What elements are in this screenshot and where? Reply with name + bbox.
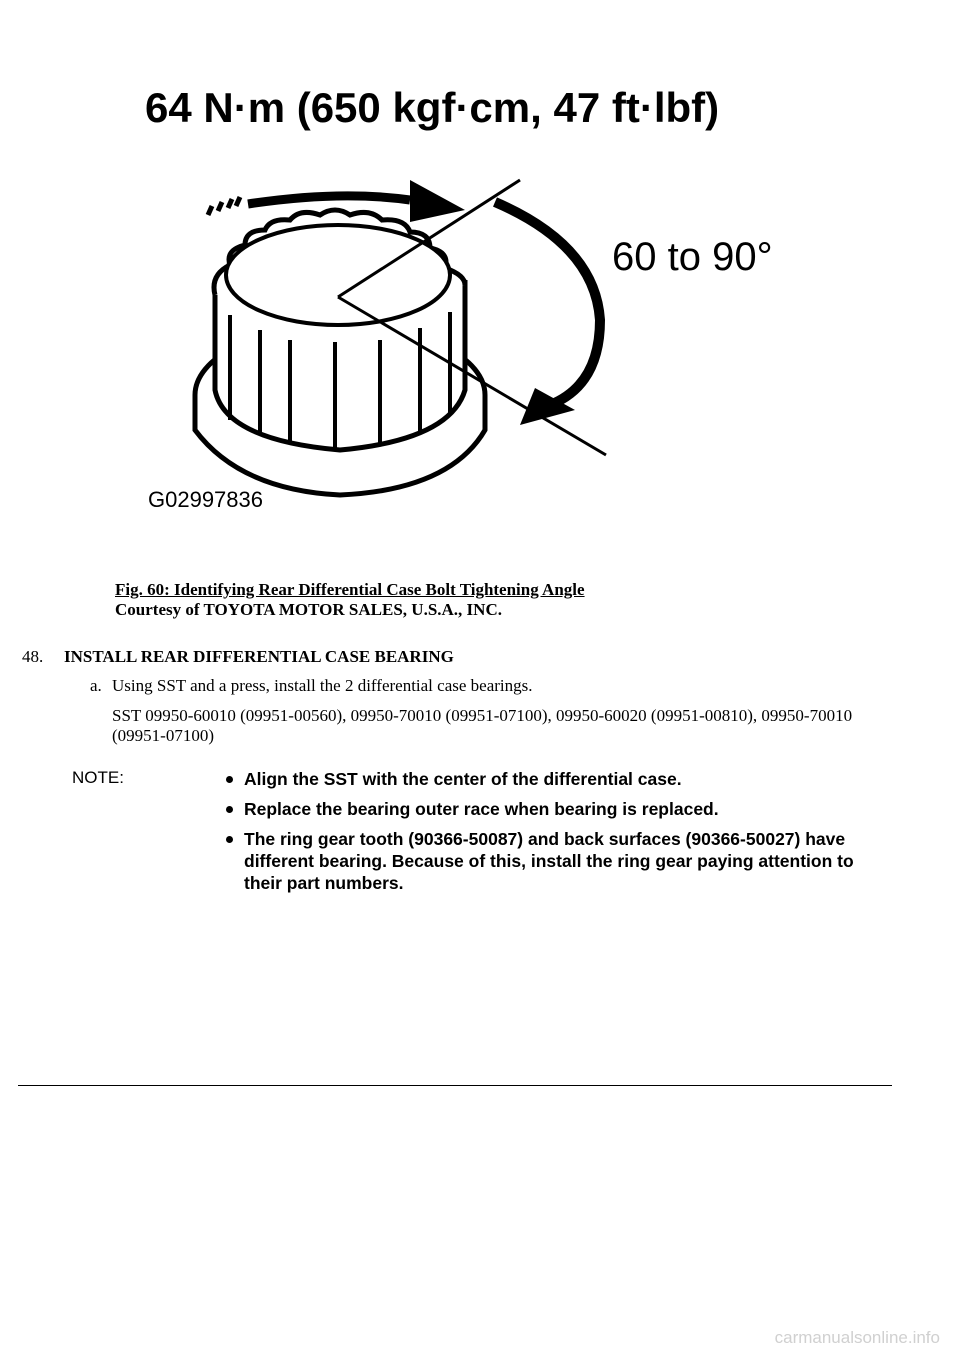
- bullet-icon: [226, 836, 233, 843]
- note-item-text: Replace the bearing outer race when bearing is replaced.: [244, 799, 719, 819]
- substep-text: Using SST and a press, install the 2 differential case bearings.: [112, 676, 533, 695]
- substep-letter: a.: [90, 676, 102, 695]
- torque-spec-label: 64 N·m (650 kgf·cm, 47 ft·lbf): [145, 84, 720, 131]
- sst-list: SST 09950-60010 (09951-00560), 09950-70010 (09951-07100), 09950-60020 (09951-00810), 09950-70010 (09951-07100): [112, 706, 853, 745]
- figure-code: G02997836: [148, 487, 263, 512]
- bolt-drawing: [195, 210, 485, 495]
- figure-title: Fig. 60: Identifying Rear Differential Case Bolt Tightening Angle: [115, 580, 585, 599]
- bullet-icon: [226, 776, 233, 783]
- note-label: NOTE:: [72, 768, 124, 787]
- watermark: carmanualsonline.info: [774, 1328, 940, 1347]
- note-item: [226, 828, 876, 894]
- substep-a: [90, 676, 533, 696]
- angle-label: 60 to 90°: [612, 235, 773, 279]
- step-heading: [22, 647, 902, 667]
- note-item: [226, 768, 876, 790]
- note-item-text: Align the SST with the center of the differential case.: [244, 769, 682, 789]
- step-title: INSTALL REAR DIFFERENTIAL CASE BEARING: [64, 647, 454, 666]
- step-number: 48.: [22, 647, 44, 666]
- bolt-tightening-figure: [120, 70, 800, 530]
- note-item: [226, 798, 876, 820]
- figure-courtesy: Courtesy of TOYOTA MOTOR SALES, U.S.A., INC.: [115, 600, 502, 619]
- bullet-icon: [226, 806, 233, 813]
- page-divider: [18, 1085, 892, 1086]
- note-item-text: The ring gear tooth (90366-50087) and back surfaces (90366-50027) have different bearing. Because of this, install the ring gear paying attention to their part numbers.: [244, 829, 854, 893]
- figure-caption: [115, 580, 585, 620]
- note-list: [226, 768, 876, 902]
